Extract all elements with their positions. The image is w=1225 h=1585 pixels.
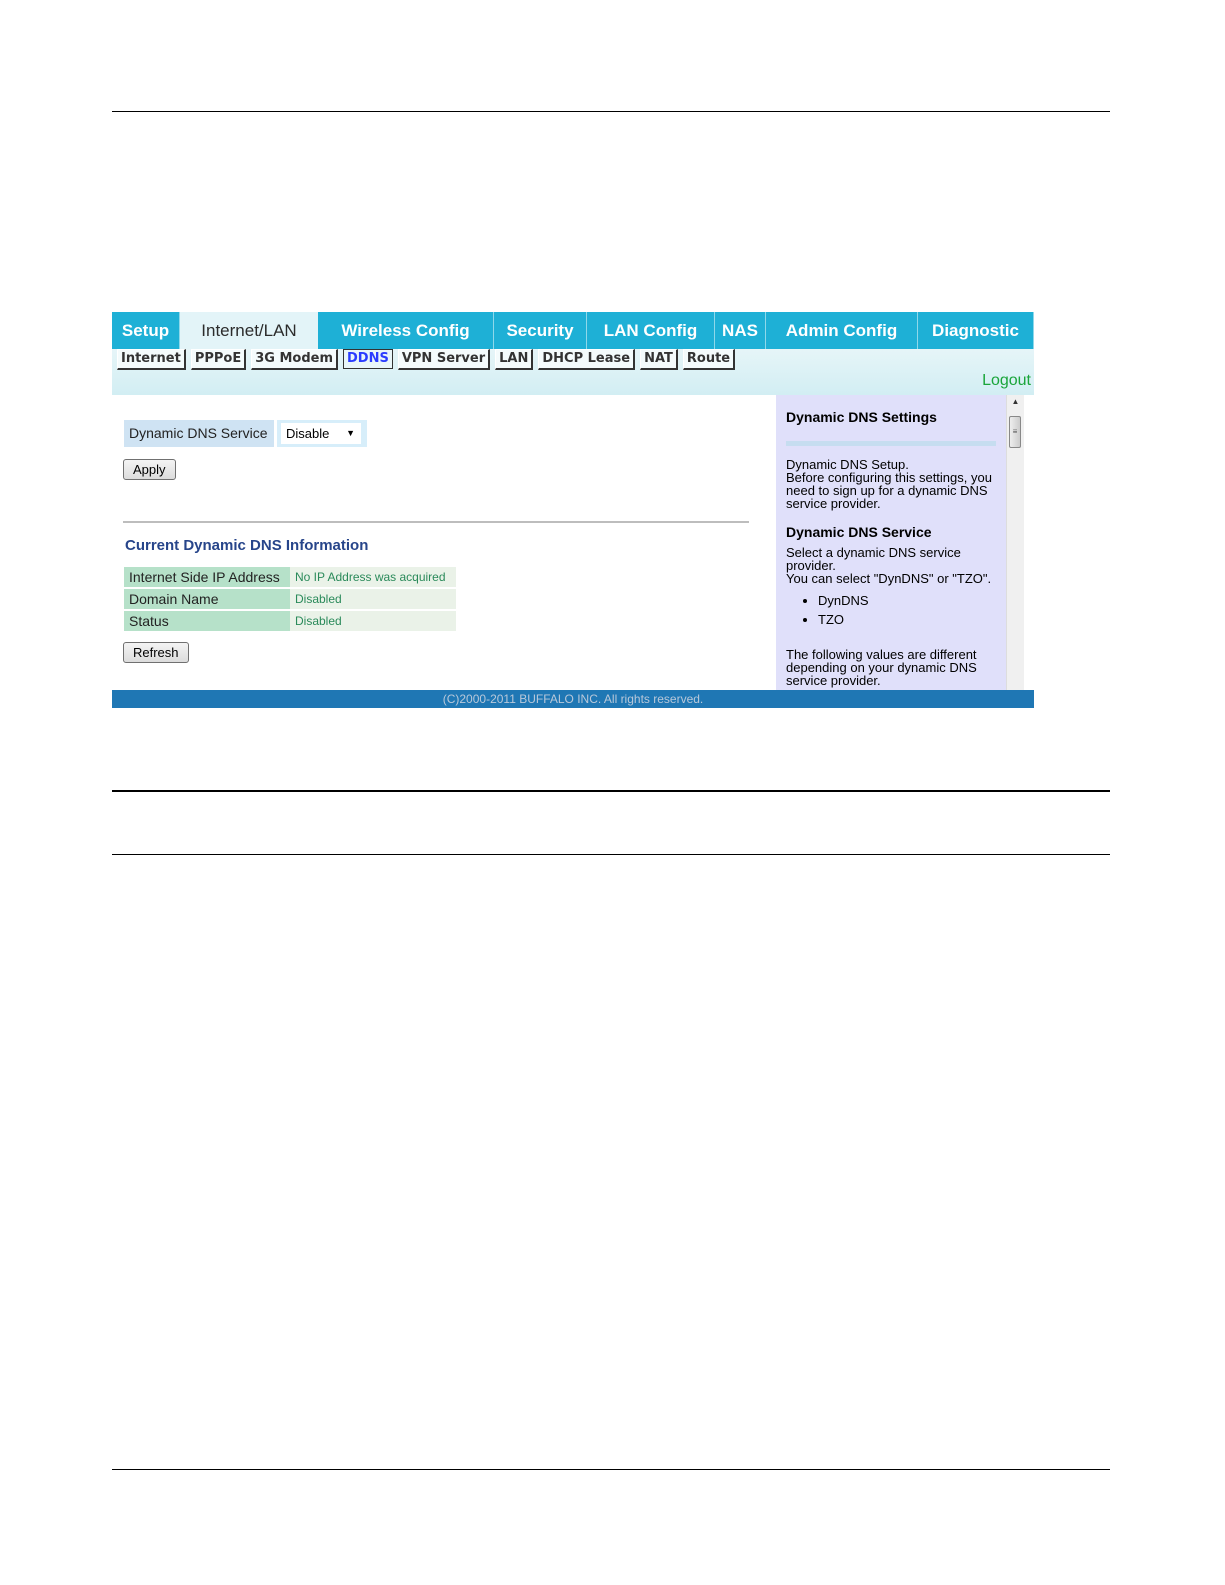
row-value: Disabled <box>290 589 456 609</box>
subtab-3g-modem[interactable]: 3G Modem <box>251 349 338 370</box>
ddns-info-table <box>124 565 456 633</box>
section-rule <box>112 790 1110 792</box>
row-key: Domain Name <box>124 589 290 609</box>
main-tabs <box>112 312 1034 349</box>
help-intro-2: Before configuring this settings, you need to sign up for a dynamic DNS service provider. <box>786 470 992 511</box>
tab-security[interactable]: Security <box>494 312 587 349</box>
help-section-title: Dynamic DNS Service <box>786 524 932 540</box>
scroll-thumb[interactable]: ≡ <box>1009 416 1021 448</box>
tab-admin-config[interactable]: Admin Config <box>766 312 918 349</box>
table-row <box>124 611 456 631</box>
row-value: Disabled <box>290 611 456 631</box>
help-section-text-2: You can select "DynDNS" or "TZO". <box>786 571 992 586</box>
section-rule-2 <box>112 854 1110 855</box>
help-note: The following values are different depending on your dynamic DNS service provider. <box>786 647 977 688</box>
row-key: Internet Side IP Address <box>124 567 290 587</box>
page-bottom-rule <box>112 1469 1110 1470</box>
sub-nav <box>112 349 1034 395</box>
ddns-content <box>112 395 775 708</box>
row-value: No IP Address was acquired <box>290 567 456 587</box>
subtab-vpn-server[interactable]: VPN Server <box>398 349 490 370</box>
help-title: Dynamic DNS Settings <box>786 409 937 425</box>
info-title: Current Dynamic DNS Information <box>125 537 369 554</box>
tab-setup[interactable]: Setup <box>112 312 180 349</box>
ddns-service-label: Dynamic DNS Service <box>124 420 274 447</box>
list-item: • DynDNS <box>818 591 996 610</box>
apply-button[interactable]: Apply <box>123 459 176 480</box>
ddns-select-wrap <box>277 420 367 447</box>
divider <box>123 521 749 523</box>
router-screenshot <box>112 312 1034 713</box>
list-item: • TZO <box>818 610 996 629</box>
tab-wireless-config[interactable]: Wireless Config <box>318 312 494 349</box>
tab-nas[interactable]: NAS <box>715 312 766 349</box>
tab-lan-config[interactable]: LAN Config <box>587 312 715 349</box>
subtab-ddns[interactable]: DDNS <box>343 349 393 369</box>
table-row <box>124 589 456 609</box>
subtab-internet[interactable]: Internet <box>117 349 186 370</box>
help-scrollbar[interactable] <box>1006 395 1024 708</box>
help-options <box>786 591 996 629</box>
subtab-dhcp-lease[interactable]: DHCP Lease <box>538 349 635 370</box>
tab-internet-lan[interactable]: Internet/LAN <box>180 312 318 349</box>
ddns-select-value: Disable <box>286 426 330 441</box>
subtab-pppoe[interactable]: PPPoE <box>191 349 246 370</box>
tab-diagnostic[interactable]: Diagnostic <box>918 312 1034 349</box>
subtab-nat[interactable]: NAT <box>640 349 678 370</box>
page-top-rule <box>112 111 1110 112</box>
ddns-service-select[interactable] <box>281 423 361 444</box>
row-key: Status <box>124 611 290 631</box>
help-panel <box>776 395 1006 708</box>
logout-link[interactable]: Logout <box>982 372 1031 389</box>
subtab-route[interactable]: Route <box>683 349 735 370</box>
table-row <box>124 567 456 587</box>
scroll-up-icon[interactable]: ▲ <box>1011 397 1020 406</box>
help-intro-1: Dynamic DNS Setup. <box>786 457 909 472</box>
refresh-button[interactable]: Refresh <box>123 642 189 663</box>
help-divider <box>786 441 996 446</box>
chevron-down-icon: ▼ <box>346 428 355 438</box>
help-section-text-1: Select a dynamic DNS service provider. <box>786 545 961 573</box>
subtab-lan[interactable]: LAN <box>495 349 533 370</box>
copyright-footer: (C)2000-2011 BUFFALO INC. All rights reserved. <box>112 690 1034 708</box>
